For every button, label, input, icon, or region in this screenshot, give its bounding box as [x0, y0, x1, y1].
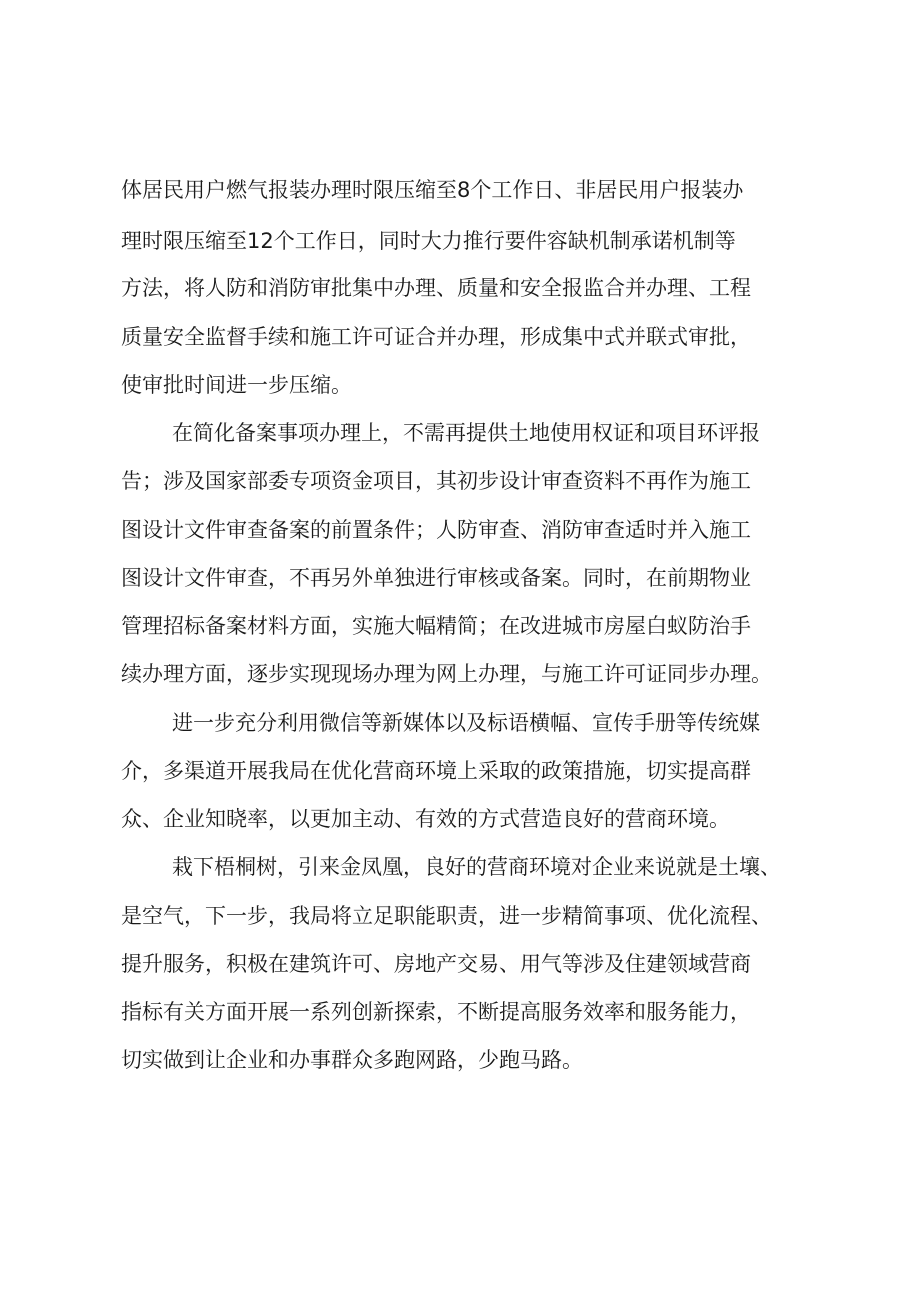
paragraph-2-line-6: 续办理方面，逐步实现现场办理为网上办理，与施工许可证同步办理。: [121, 662, 772, 686]
paragraph-1-line-1: 体居民用户燃气报装办理时限压缩至8个工作日、非居民用户报装办: [121, 178, 744, 202]
paragraph-2-line-4: 图设计文件审查，不再另外单独进行审核或备案。同时，在前期物业: [121, 566, 751, 590]
paragraph-2-line-5: 管理招标备案材料方面，实施大幅精简；在改进城市房屋白蚁防治手: [121, 614, 751, 638]
paragraph-1-line-4: 质量安全监督手续和施工许可证合并办理，形成集中式并联式审批，: [121, 325, 751, 349]
paragraph-2-line-3: 图设计文件审查备案的前置条件；人防审查、消防审查适时并入施工: [121, 518, 751, 542]
paragraph-1-line-2: 理时限压缩至12个工作日，同时大力推行要件容缺机制承诺机制等: [121, 229, 736, 253]
paragraph-1-line-5: 使审批时间进一步压缩。: [121, 373, 352, 397]
paragraph-3-line-2: 介，多渠道开展我局在优化营商环境上采取的政策措施，切实提高群: [121, 759, 751, 783]
paragraph-3-line-3: 众、企业知晓率，以更加主动、有效的方式营造良好的营商环境。: [121, 807, 730, 831]
paragraph-4-line-2: 是空气，下一步，我局将立足职能职责，进一步精简事项、优化流程、: [121, 904, 772, 928]
paragraph-4-line-4: 指标有关方面开展一系列创新探索，不断提高服务效率和服务能力，: [121, 1000, 751, 1024]
paragraph-4-line-5: 切实做到让企业和办事群众多跑网路，少跑马路。: [121, 1048, 583, 1072]
paragraph-4-line-1: 栽下梧桐树，引来金凤凰，良好的营商环境对企业来说就是土壤、: [172, 855, 781, 879]
paragraph-2-line-1: 在简化备案事项办理上，不需再提供土地使用权证和项目环评报: [172, 421, 760, 445]
paragraph-3-line-1: 进一步充分利用微信等新媒体以及标语横幅、宣传手册等传统媒: [172, 711, 760, 735]
paragraph-2-line-2: 告；涉及国家部委专项资金项目，其初步设计审查资料不再作为施工: [121, 469, 751, 493]
paragraph-4-line-3: 提升服务，积极在建筑许可、房地产交易、用气等涉及住建领域营商: [121, 952, 751, 976]
paragraph-1-line-3: 方法，将人防和消防审批集中办理、质量和安全报监合并办理、工程: [121, 276, 751, 300]
